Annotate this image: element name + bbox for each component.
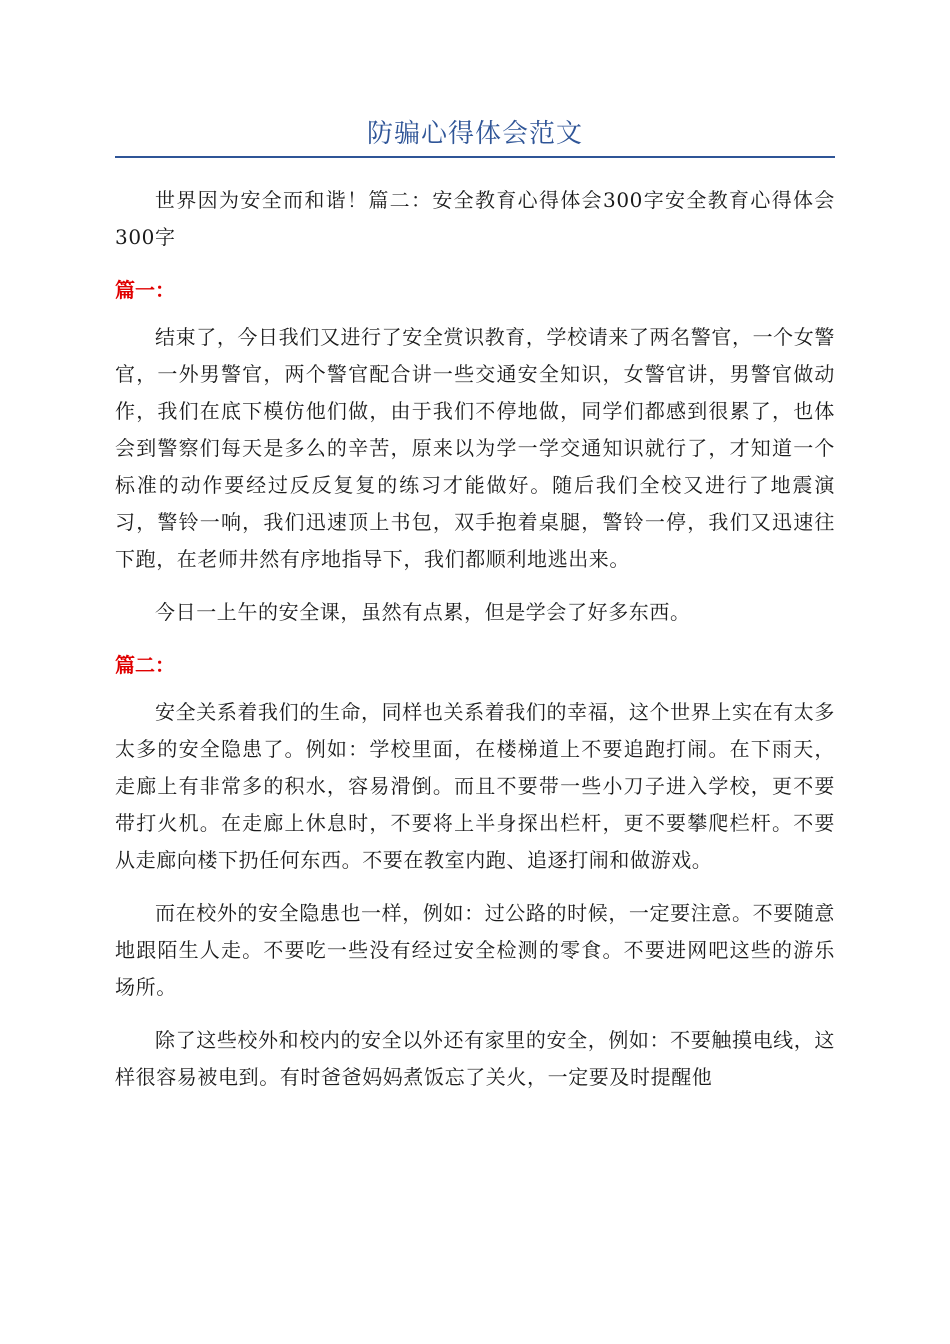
section-heading-2: 篇二： — [115, 653, 175, 677]
section-2-paragraph-1: 安全关系着我们的生命，同样也关系着我们的幸福，这个世界上实在有太多太多的安全隐患了。例如：学校里面，在楼梯道上不要追跑打闹。在下雨天，走廊上有非常多的积水，容易滑倒。而且不要带一些小刀子进入学校，更不要带打火机。在走廊上休息时，不要将上半身探出栏杆，更不要攀爬栏杆。不要从走廊向楼下扔任何东西。不要在教室内跑、追逐打闹和做游戏。 — [115, 700, 835, 872]
intro-paragraph: 世界因为安全而和谐！篇二：安全教育心得体会300字安全教育心得体会300字 — [115, 188, 835, 249]
section-1-paragraph-1: 结束了，今日我们又进行了安全赏识教育，学校请来了两名警官，一个女警官，一外男警官，两个警官配合讲一些交通安全知识，女警官讲，男警官做动作，我们在底下模仿他们做，由于我们不停地做，同学们都感到很累了，也体会到警察们每天是多么的辛苦，原来以为学一学交通知识就行了，才知道一个标准的动作要经过反反复复的练习才能做好。随后我们全校又进行了地震演习，警铃一响，我们迅速顶上书包，双手抱着桌腿，警铃一停，我们又迅速往下跑，在老师井然有序地指导下，我们都顺利地逃出来。 — [115, 325, 835, 571]
document-title: 防骗心得体会范文 — [366, 119, 583, 149]
section-2-paragraph-2: 而在校外的安全隐患也一样，例如：过公路的时候，一定要注意。不要随意地跟陌生人走。不要吃一些没有经过安全检测的零食。不要进网吧这些的游乐场所。 — [115, 901, 835, 999]
document-page — [115, 112, 835, 1112]
section-2-paragraph-3: 除了这些校外和校内的安全以外还有家里的安全，例如：不要触摸电线，这样很容易被电到。有时爸爸妈妈煮饭忘了关火，一定要及时提醒他 — [115, 1028, 835, 1089]
section-1-paragraph-2: 今日一上午的安全课，虽然有点累，但是学会了好多东西。 — [155, 600, 691, 624]
section-heading-1: 篇一： — [115, 278, 175, 302]
title-underline — [115, 156, 835, 158]
